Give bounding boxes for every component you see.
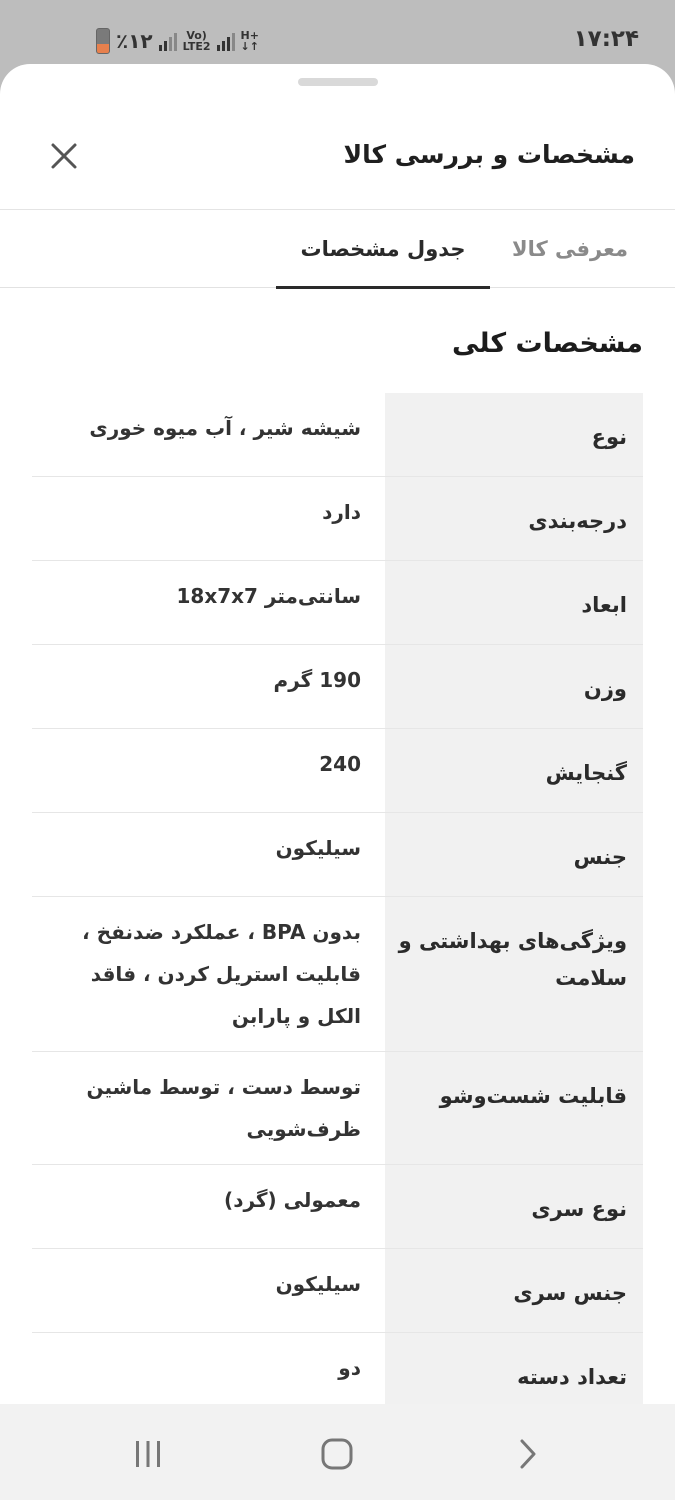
spec-value: سیلیکون [275, 1272, 361, 1296]
close-button[interactable] [44, 136, 84, 176]
table-row [32, 897, 643, 1052]
close-icon [50, 142, 78, 170]
table-row [32, 645, 643, 729]
sheet-header [0, 104, 675, 210]
clock: ۱۷:۲۴ [573, 26, 639, 52]
spec-value: دو [338, 1356, 361, 1380]
table-row [32, 1249, 643, 1333]
spec-key: ابعاد [385, 561, 643, 644]
hplus-indicator [241, 30, 259, 52]
back-button[interactable] [502, 1434, 552, 1474]
home-button[interactable] [312, 1434, 362, 1474]
spec-key: ویژگی‌های بهداشتی و سلامت [385, 897, 643, 1051]
spec-value: 240 [319, 752, 361, 776]
spec-key: وزن [385, 645, 643, 728]
spec-key: گنجایش [385, 729, 643, 812]
spec-key: نوع [385, 393, 643, 476]
drag-handle[interactable] [298, 78, 378, 86]
spec-value: دارد [322, 500, 361, 524]
spec-value: معمولی (گرد) [224, 1188, 361, 1212]
battery-icon [96, 28, 110, 54]
signal-bars-2-icon [217, 31, 235, 51]
table-row [32, 729, 643, 813]
spec-value: سیلیکون [275, 836, 361, 860]
recents-icon [131, 1437, 165, 1471]
signal-bars-icon [159, 31, 177, 51]
tab-bar [0, 210, 675, 288]
table-row [32, 1165, 643, 1249]
spec-key: نوع سری [385, 1165, 643, 1248]
table-row [32, 393, 643, 477]
table-row [32, 477, 643, 561]
tab-specs-table[interactable]: جدول مشخصات [276, 210, 490, 288]
table-row [32, 813, 643, 897]
section-title: مشخصات کلی [452, 328, 643, 359]
back-chevron-icon [512, 1437, 542, 1471]
bottom-sheet [0, 64, 675, 1404]
spec-value: توسط دست ، توسط ماشین ظرف‌شویی [86, 1075, 361, 1141]
hplus-label: H+ [240, 29, 259, 42]
spec-key: قابلیت شست‌وشو [385, 1052, 643, 1164]
data-arrows-icon: ↓↑ [240, 40, 259, 53]
status-bar [0, 0, 675, 66]
spec-key: درجه‌بندی [385, 477, 643, 560]
page-title: مشخصات و بررسی کالا [343, 140, 635, 169]
recents-button[interactable] [123, 1434, 173, 1474]
table-row [32, 561, 643, 645]
lte-indicator: Vo) LTE2 [182, 29, 211, 53]
home-icon [319, 1436, 355, 1472]
spec-value: شیشه شیر ، آب میوه خوری [89, 416, 361, 440]
spec-table [32, 393, 643, 1500]
spec-key: تعداد دسته [385, 1333, 643, 1416]
spec-value: سانتی‌متر 18x7x7 [176, 584, 361, 608]
spec-value: بدون BPA ، عملکرد ضدنفخ ، قابلیت استریل کردن ، فاقد الکل و پارابن [82, 920, 361, 1028]
tab-product-intro[interactable]: معرفی کالا [512, 237, 628, 261]
table-row [32, 1052, 643, 1165]
spec-key: جنس [385, 813, 643, 896]
spec-key: جنس سری [385, 1249, 643, 1332]
battery-level: ٪۱۲ [116, 29, 153, 53]
status-icons [96, 26, 259, 56]
system-nav-bar [0, 1404, 675, 1500]
spec-value: 190 گرم [273, 668, 361, 692]
